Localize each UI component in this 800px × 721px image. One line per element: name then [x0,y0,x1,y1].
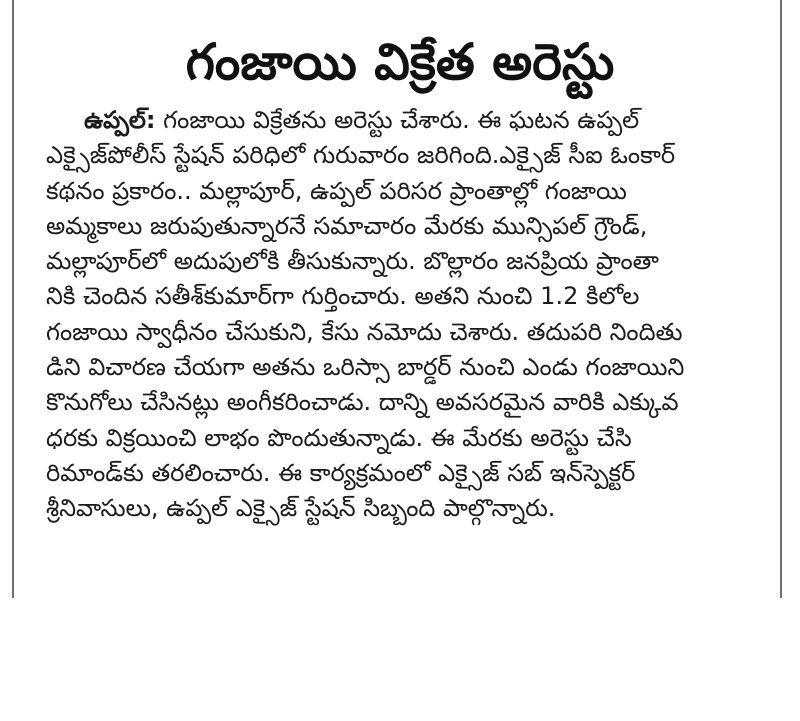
article-line: డిని విచారణ చేయగా అతను ఒరిస్సా బార్డర్ నుంచి ఎండు గంజాయిని [46,353,685,382]
article-line [46,103,776,138]
article-line: మల్లాపూర్‌లో అదుపులోకి తీసుకున్నారు. బొల్లారం జనప్రియ ప్రాంతా [46,247,659,276]
column-rule-right [780,0,782,598]
column-rule-left [12,0,14,598]
article-body [46,103,776,527]
dateline: ఉప్పల్: [84,106,156,134]
article-line: కథనం ప్రకారం.. మల్లాపూర్, ఉప్పల్ పరిసర ప్రాంతాల్లో గంజాయి [46,176,627,205]
article-line: శ్రీనివాసులు, ఉప్పల్ ఎక్సైజ్ స్టేషన్ సిబ్బంది పాల్గొన్నారు. [46,494,556,523]
article-line-text: గంజాయి విక్రేతను అరెస్టు చేశారు. ఈ ఘటన ఉప్పల్ [155,106,640,134]
article-line: కొనుగోలు చేసినట్లు అంగీకరించాడు. దాన్ని అవసరమైన వారికి ఎక్కువ [46,388,679,417]
article-line: గంజాయి స్వాధీనం చేసుకుని, కేసు నమోదు చెశారు. తదుపరి నిందితు [46,317,683,346]
article-line: అమ్మకాలు జరుపుతున్నారనే సమాచారం మేరకు మున్సిపల్ గ్రౌండ్, [46,211,648,240]
headline: గంజాయి విక్రేత అరెస్టు [185,33,615,91]
article-line: ధరకు విక్రయించి లాభం పొందుతున్నాడు. ఈ మేరకు అరెస్టు చేసి [46,423,632,452]
article-line: ఎక్సైజ్‌పోలీస్ స్టేషన్ పరిధిలో గురువారం జరిగింది.ఎక్సైజ్ సీఐ ఓంకార్ [46,141,676,170]
article-line: నికి చెందిన సతీశ్‌కుమార్‌గా గుర్తించారు. అతని నుంచి 1.2 కిలోల [46,282,640,311]
article-line: రిమాండ్‌కు తరలించారు. ఈ కార్యక్రమంలో ఎక్సైజ్ సబ్ ఇన్‌స్పెక్టర్ [46,458,636,487]
